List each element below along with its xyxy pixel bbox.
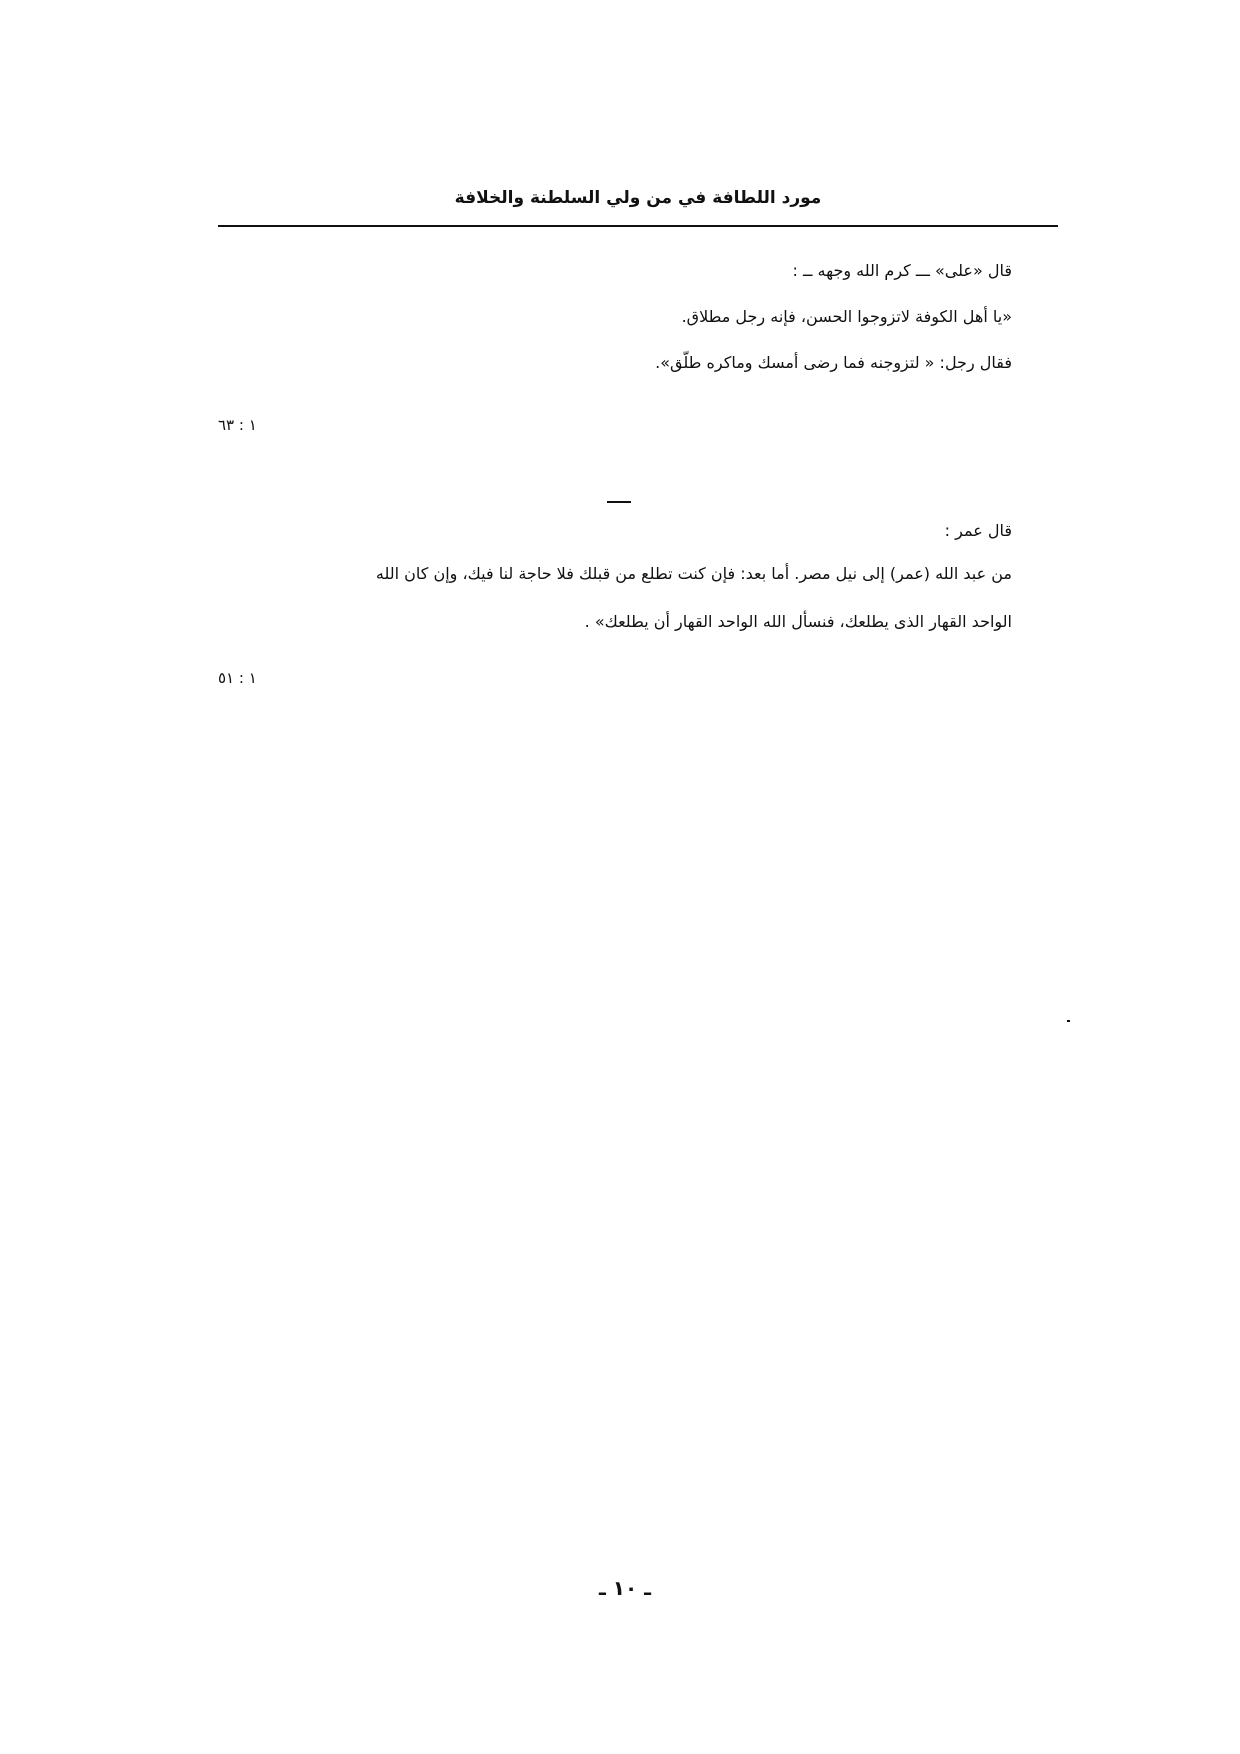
page-header-title: مورد اللطافة في من ولي السلطنة والخلافة xyxy=(454,188,822,208)
page-number: ـ ١٠ ـ xyxy=(598,1576,652,1600)
section2-reference: ١ : ٥١ xyxy=(218,669,257,687)
section-divider xyxy=(607,501,631,503)
section2-line2: من عبد الله (عمر) إلى نيل مصر. أما بعد: فإن كنت تطلع من قبلك فلا حاجة لنا فيك، وإن كان الله xyxy=(375,564,1012,583)
section1-line3: فقال رجل: « لتزوجنه فما رضى أمسك وماكره طلّق». xyxy=(655,353,1012,372)
header-rule xyxy=(218,225,1058,227)
section2-line1: قال عمر : xyxy=(944,521,1012,540)
section2-line3: الواحد القهار الذى يطلعك، فنسأل الله الواحد القهار أن يطلعك» . xyxy=(584,612,1012,631)
section1-line1: قال «على» ـــ كرم الله وجهه ــ : xyxy=(792,261,1012,280)
section1-reference: ١ : ٦٣ xyxy=(218,416,257,434)
stray-mark xyxy=(1067,1020,1070,1022)
section1-line2: «يا أهل الكوفة لاتزوجوا الحسن، فإنه رجل مطلاق. xyxy=(681,307,1012,326)
